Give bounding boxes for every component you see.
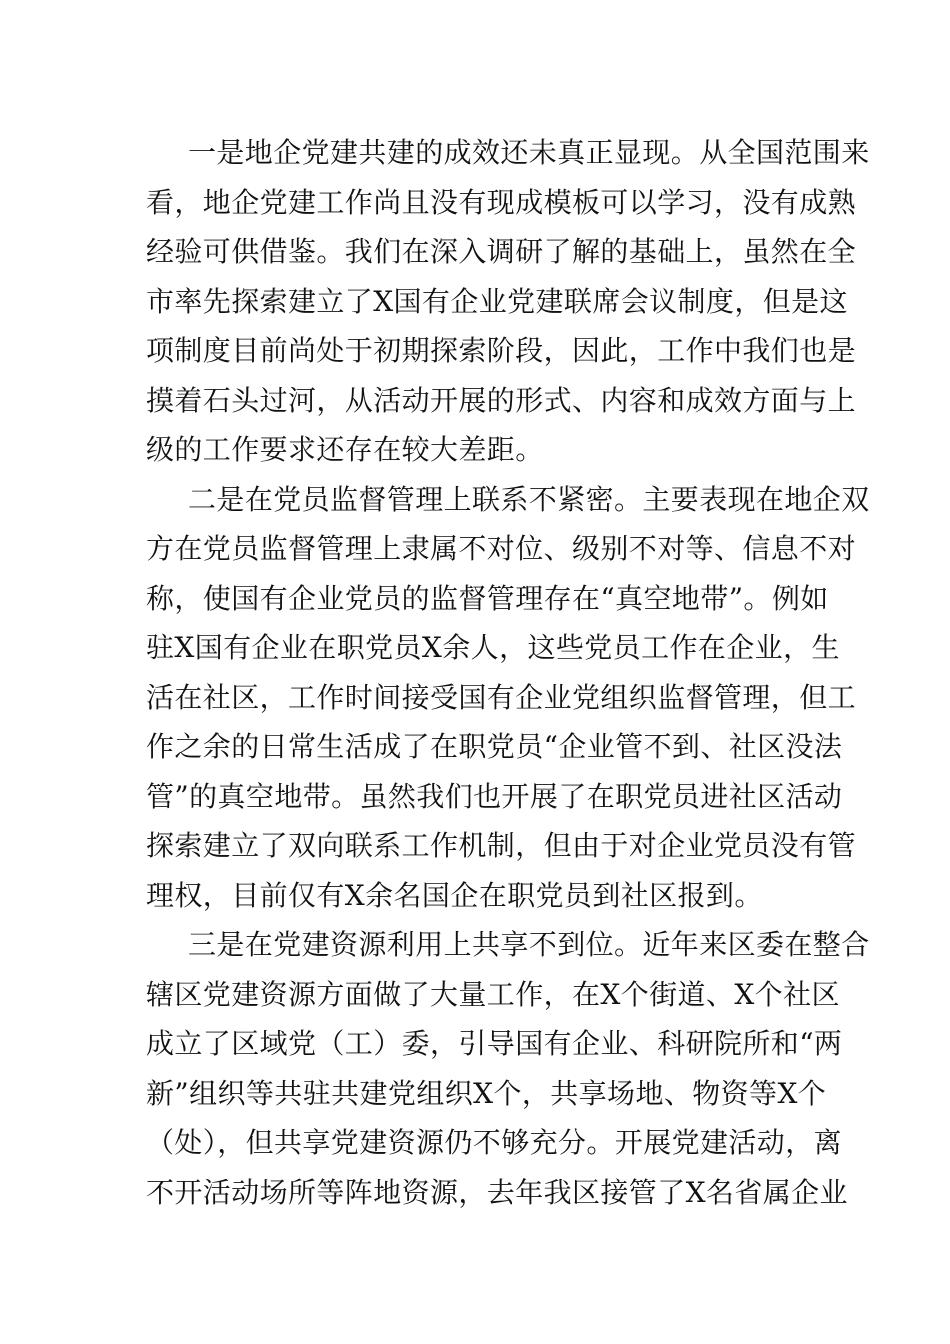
paragraph-line: 称，使国有企业党员的监督管理存在“真空地带”。例如 — [146, 581, 829, 615]
paragraph-line: 一是地企党建共建的成效还未真正显现。从全国范围来 — [188, 136, 870, 169]
paragraph-line: 级的工作要求还存在较大差距。 — [146, 433, 544, 466]
paragraph-line: 驻X国有企业在职党员X余人，这些党员工作在企业，生 — [146, 631, 840, 664]
paragraph-line: 三是在党建资源利用上共享不到位。近年来区委在整合 — [188, 928, 870, 961]
paragraph-line: 管”的真空地带。虽然我们也开展了在职党员进社区活动 — [146, 779, 843, 813]
paragraph-3 — [146, 920, 870, 1217]
paragraph-line: 摸着石头过河，从活动开展的形式、内容和成效方面与上 — [146, 383, 857, 417]
paragraph-line: 二是在党员监督管理上联系不紧密。主要表现在地企双 — [188, 482, 870, 516]
paragraph-line: 成立了区域党（工）委，引导国有企业、科研院所和“两 — [146, 1027, 843, 1060]
paragraph-1 — [146, 128, 870, 475]
paragraph-line: 经验可供借鉴。我们在深入调研了解的基础上，虽然在全 — [146, 235, 857, 268]
paragraph-line: （处），但共享党建资源仍不够充分。开展党建活动，离 — [146, 1126, 843, 1159]
paragraph-line: 市率先探索建立了X国有企业党建联席会议制度，但是这 — [146, 284, 848, 318]
paragraph-2 — [146, 475, 870, 921]
paragraph-line: 方在党员监督管理上隶属不对位、级别不对等、信息不对 — [146, 532, 857, 565]
paragraph-line: 看，地企党建工作尚且没有现成模板可以学习，没有成熟 — [146, 185, 857, 219]
paragraph-line: 不开活动场所等阵地资源，去年我区接管了X名省属企业 — [146, 1175, 848, 1209]
paragraph-line: 探索建立了双向联系工作机制，但由于对企业党员没有管 — [146, 829, 857, 862]
paragraph-line: 辖区党建资源方面做了大量工作，在X个街道、X个社区 — [146, 977, 840, 1011]
paragraph-line: 项制度目前尚处于初期探索阶段，因此，工作中我们也是 — [146, 334, 857, 367]
document-body — [146, 128, 870, 1217]
paragraph-line: 作之余的日常生活成了在职党员“企业管不到、社区没法 — [146, 730, 843, 763]
paragraph-line: 活在社区，工作时间接受国有企业党组织监督管理，但工 — [146, 680, 857, 714]
paragraph-line: 理权，目前仅有X余名国企在职党员到社区报到。 — [146, 878, 763, 912]
paragraph-line: 新”组织等共驻共建党组织X个，共享场地、物资等X个 — [146, 1076, 827, 1110]
